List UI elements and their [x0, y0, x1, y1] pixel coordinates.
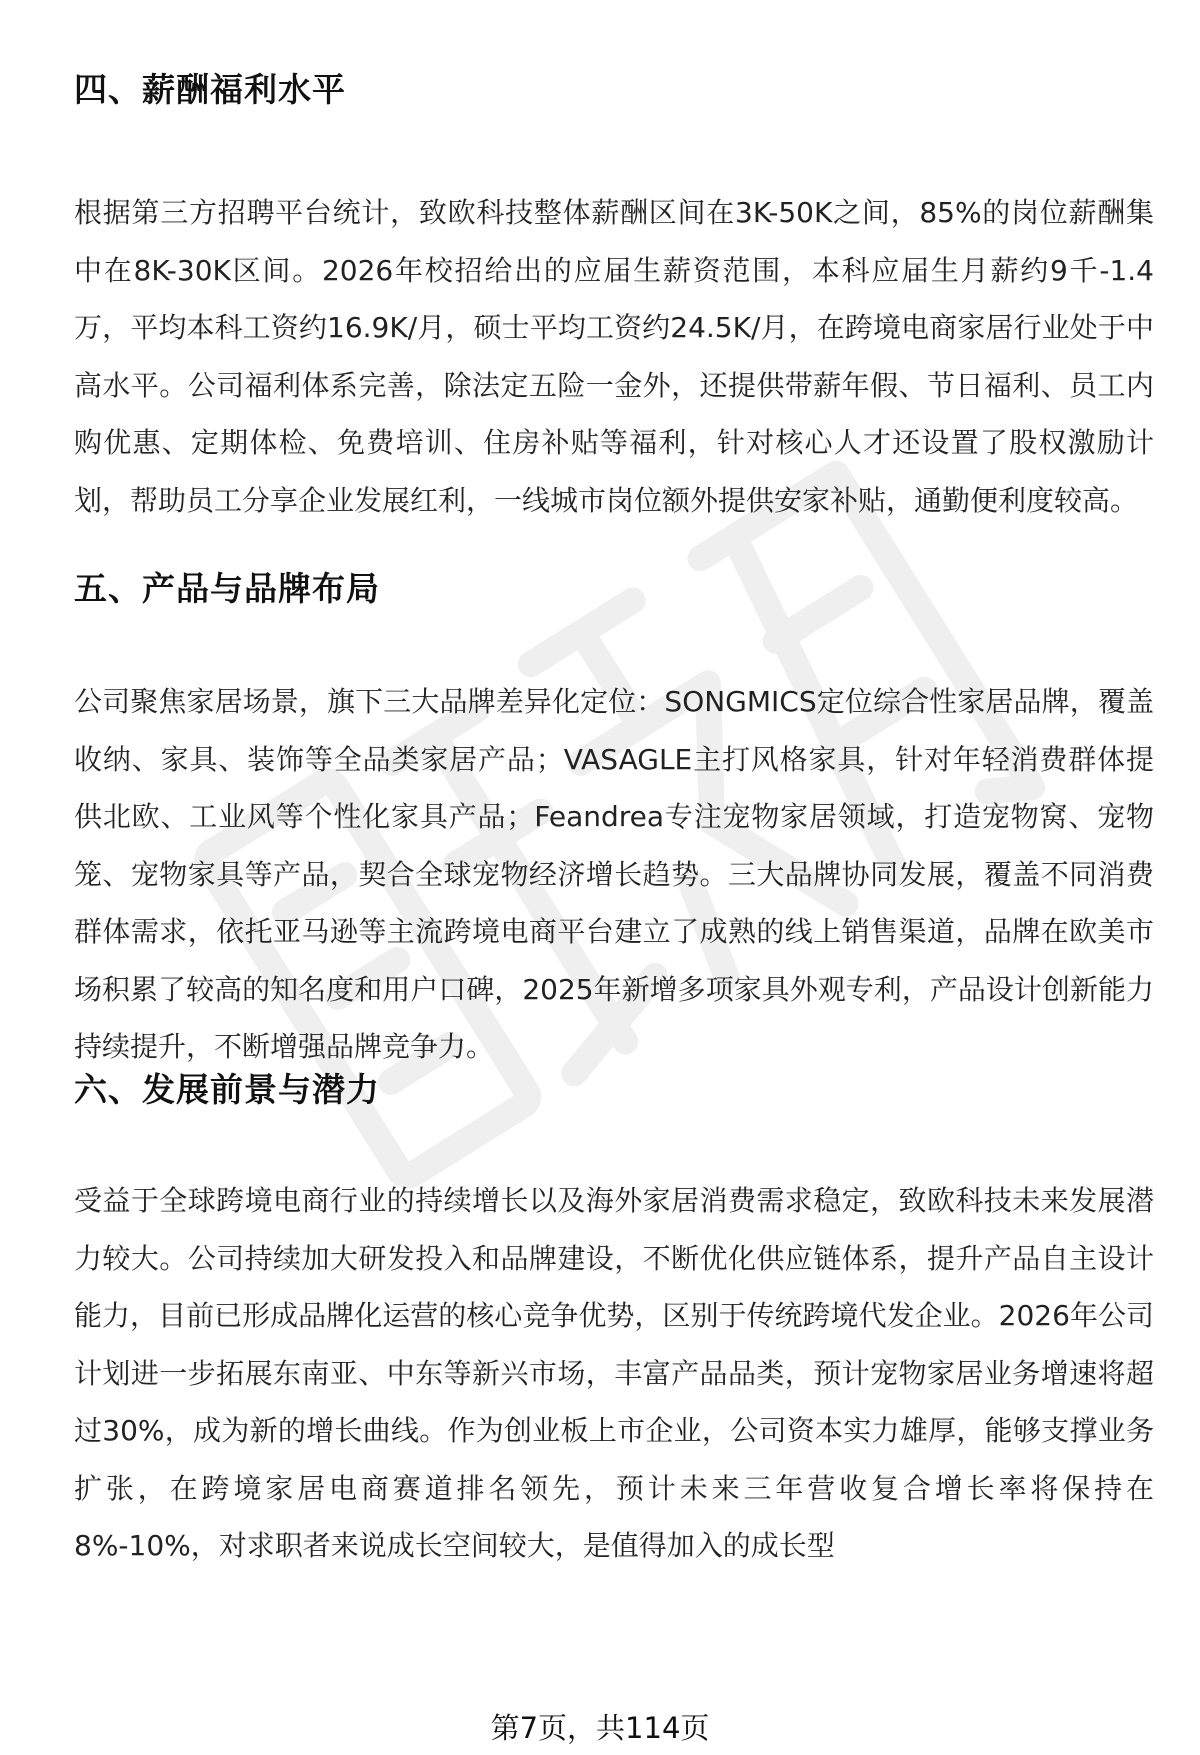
- page-number: 第7页，共114页: [490, 1711, 710, 1745]
- section-paragraph: 受益于全球跨境电商行业的持续增长以及海外家居消费需求稳定，致欧科技未来发展潜力较大。公司持续加大研发投入和品牌建设，不断优化供应链体系，提升产品自主设计能力，目前已形成品牌化运营的核心竞争优势，区别于传统跨境代发企业。2026年公司计划进一步拓展东南亚、中东等新兴市场，丰富产品品类，预计宠物家居业务增速将超过30%，成为新的增长曲线。作为创业板上市企业，公司资本实力雄厚，能够支撑业务扩张，在跨境家居电商赛道排名领先，预计未来三年营收复合增长率将保持在8%-10%，对求职者来说成长空间较大，是值得加入的成长型: [74, 1184, 1154, 1562]
- section-product-brand: [74, 567, 1154, 1076]
- section-salary-benefits: [74, 68, 1154, 529]
- section-heading: 六、发展前景与潜力: [74, 1070, 380, 1109]
- section-heading: 五、产品与品牌布局: [74, 569, 380, 608]
- section-prospects: [74, 1068, 1154, 1575]
- section-paragraph: 公司聚焦家居场景，旗下三大品牌差异化定位：SONGMICS定位综合性家居品牌，覆盖收纳、家具、装饰等全品类家居产品；VASAGLE主打风格家具，针对年轻消费群体提供北欧、工业风等个性化家具产品；Feandrea专注宠物家居领域，打造宠物窝、宠物笼、宠物家具等产品，契合全球宠物经济增长趋势。三大品牌协同发展，覆盖不同消费群体需求，依托亚马逊等主流跨境电商平台建立了成熟的线上销售渠道，品牌在欧美市场积累了较高的知名度和用户口碑，2025年新增多项家具外观专利，产品设计创新能力持续提升，不断增强品牌竞争力。: [74, 685, 1154, 1063]
- section-paragraph: 根据第三方招聘平台统计，致欧科技整体薪酬区间在3K-50K之间，85%的岗位薪酬集中在8K-30K区间。2026年校招给出的应届生薪资范围，本科应届生月薪约9千-1.4万，平均本科工资约16.9K/月，硕士平均工资约24.5K/月，在跨境电商家居行业处于中高水平。公司福利体系完善，除法定五险一金外，还提供带薪年假、节日福利、员工内购优惠、定期体检、免费培训、住房补贴等福利，针对核心人才还设置了股权激励计划，帮助员工分享企业发展红利，一线城市岗位额外提供安家补贴，通勤便利度较高。: [74, 196, 1154, 517]
- section-heading: 四、薪酬福利水平: [74, 70, 346, 109]
